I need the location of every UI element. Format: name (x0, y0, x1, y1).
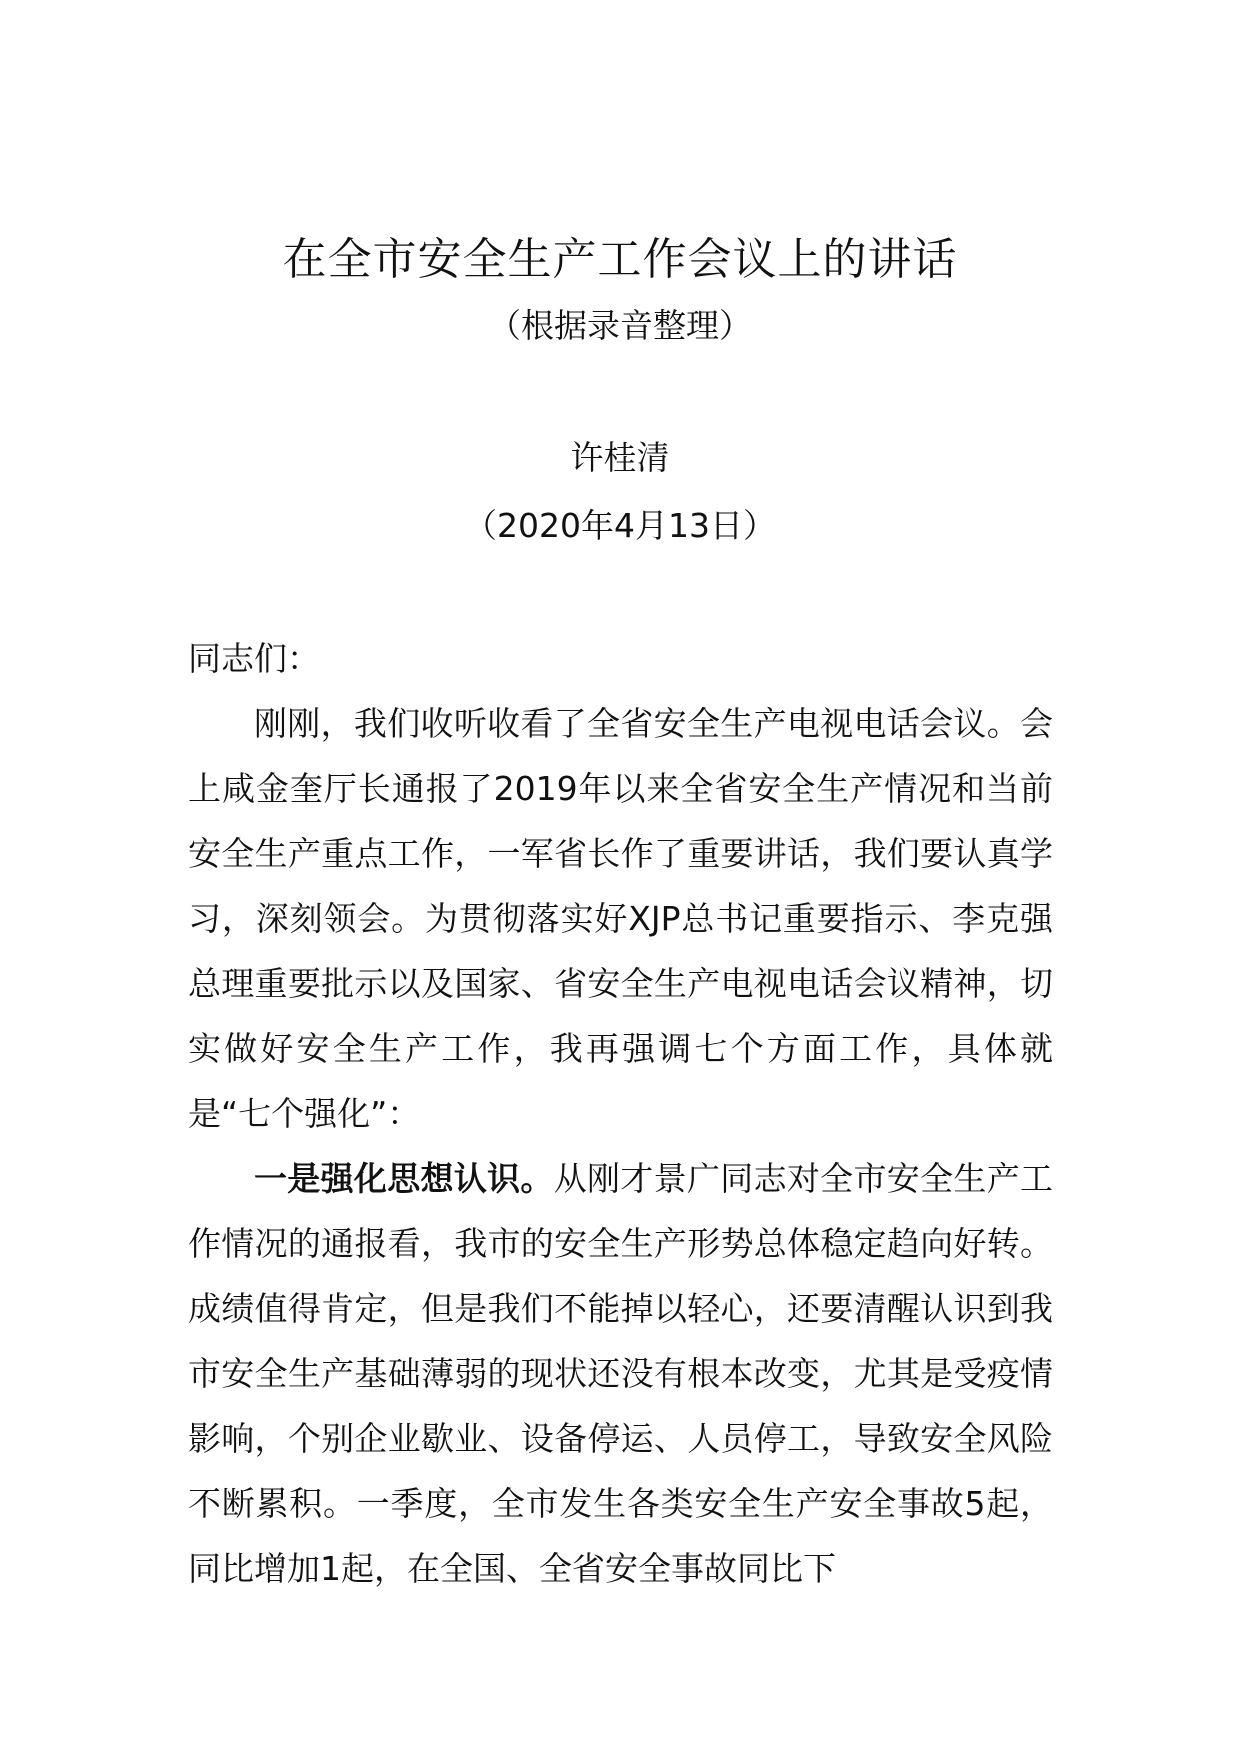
salutation: 同志们： (188, 639, 320, 678)
speech-date: （2020年4月13日） (464, 506, 776, 545)
document-subtitle: （根据录音整理） (488, 306, 752, 345)
document-title: 在全市安全生产工作会议上的讲话 (282, 234, 958, 285)
author-name: 许桂清 (570, 438, 670, 477)
document-body (188, 626, 1053, 1601)
paragraph-1: 刚刚，我们收听收看了全省安全生产电视电话会议。会上咸金奎厅长通报了2019年以来全省安全生产情况和当前安全生产重点工作，一军省长作了重要讲话，我们要认真学习，深刻领会。为贯彻落实好XJP总书记重要指示、李克强总理重要批示以及国家、省安全生产电视电话会议精神，切实做好安全生产工作，我再强调七个方面工作，具体就是“七个强化”： (188, 704, 1053, 1133)
paragraph-2 (188, 1146, 1053, 1601)
paragraph-2-lead: 一是强化思想认识。 (254, 1159, 554, 1198)
paragraph-2-text: 从刚才景广同志对全市安全生产工作情况的通报看，我市的安全生产形势总体稳定趋向好转。成绩值得肯定，但是我们不能掉以轻心，还要清醒认识到我市安全生产基础薄弱的现状还没有根本改变，尤其是受疫情影响，个别企业歇业、设备停运、人员停工，导致安全风险不断累积。一季度，全市发生各类安全生产安全事故5起，同比增加1起，在全国、全省安全事故同比下 (188, 1159, 1054, 1588)
